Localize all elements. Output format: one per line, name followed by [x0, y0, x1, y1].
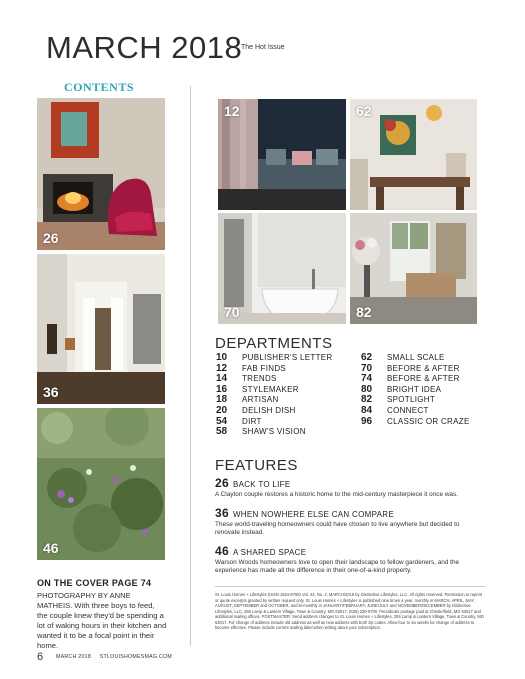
feature-description: These world-traveling homeowners could have chosen to live anywhere but decided to renovate instead. — [215, 521, 460, 536]
contents-heading: CONTENTS — [64, 80, 135, 94]
department-page: 10 — [216, 352, 228, 363]
feature-item[interactable] — [215, 506, 485, 537]
page-footer: MARCH 2018 STLOUISHOMESMAG.COM — [56, 654, 172, 660]
department-label: BEFORE & AFTER — [387, 363, 460, 373]
photo-sunroom[interactable] — [350, 213, 477, 324]
photo-page-number: 36 — [43, 384, 59, 400]
department-item[interactable] — [216, 417, 333, 428]
department-page: 58 — [216, 426, 228, 438]
department-page: 16 — [216, 383, 228, 395]
department-page: 54 — [216, 415, 228, 427]
photo-page-number: 70 — [224, 304, 240, 320]
department-page: 74 — [361, 373, 373, 385]
feature-title: WHEN NOWHERE ELSE CAN COMPARE — [232, 510, 394, 519]
hallway-illustration — [37, 254, 165, 404]
cover-text: PHOTOGRAPHY BY ANNE MATHEIS. With three boys to feed, the couple knew they'd be spending a lot of waking hours in their kitchen and wanted it to be a focal point in their home. — [37, 591, 167, 650]
cover-note — [37, 578, 167, 651]
photo-page-number: 82 — [356, 304, 372, 320]
department-page: 70 — [361, 362, 373, 374]
photo-bathroom-tub[interactable] — [218, 213, 346, 324]
department-item[interactable] — [361, 353, 470, 364]
column-divider — [190, 86, 191, 646]
department-item[interactable] — [216, 353, 333, 364]
departments-heading: DEPARTMENTS — [215, 335, 333, 352]
department-item[interactable] — [216, 385, 333, 396]
department-label: BRIGHT IDEA — [387, 384, 442, 394]
department-item[interactable] — [361, 417, 470, 428]
feature-description: Warson Woods homeowners love to open their landscape to fellow gardeners, and the experience has made all the difference in their one-of-a-kind property. — [215, 559, 460, 574]
department-label: STYLEMAKER — [242, 384, 299, 394]
publication-legal-notice: St. Louis Homes + Lifestyles (ISSN 1524-8755) Vol. 23, No. 2, MARCH/2018 by Distinctive Lifestyles, LLC. All rights reserved. Permission to reprint or quote excerpts granted by written request only. St. Louis Homes + Lifestyles is published nine times a year, monthly in MARCH, APRIL, MAY, AUGUST, SEPTEMBER and OCTOBER, and bi-monthly in JANUARY/FEBRUARY, JUNE/JULY and NOVEMBER/DECEMBER by Distinctive Lifestyles, LLC, 255 Lamp & Lantern Village, Town & Country, MO 63017, (636) 230-9700. Periodicals postage paid at Chesterfield, MO 63017 and additional mailing offices. POSTMASTER: Send address changes to St. Louis Homes + Lifestyles, 255 Lamp & Lantern Village, Town & Country, MO 63017. For change of address include old address as well as new address with both zip codes. Allow four to six weeks for change of address to become effective. Please include current mailing label when writing about your subscription. — [215, 586, 485, 631]
photo-dining-room[interactable] — [350, 99, 477, 210]
department-item[interactable] — [216, 374, 333, 385]
feature-heading — [215, 506, 485, 520]
department-label: DELISH DISH — [242, 405, 296, 415]
departments-list-right — [361, 353, 470, 427]
department-page: 20 — [216, 404, 228, 416]
photo-page-number: 46 — [43, 540, 59, 556]
living-room-illustration — [37, 98, 165, 250]
department-page: 12 — [216, 362, 228, 374]
feature-item[interactable] — [215, 476, 485, 499]
cover-title: ON THE COVER PAGE 74 — [37, 578, 152, 588]
feature-page: 26 — [215, 476, 229, 490]
feature-page: 36 — [215, 506, 229, 520]
issue-subtitle: The Hot Issue — [241, 44, 285, 51]
page-number: 6 — [37, 651, 44, 663]
department-item[interactable] — [361, 385, 470, 396]
feature-title: A SHARED SPACE — [232, 548, 307, 557]
department-item[interactable] — [361, 374, 470, 385]
department-label: SMALL SCALE — [387, 353, 445, 362]
department-page: 18 — [216, 394, 228, 406]
department-label: BEFORE & AFTER — [387, 374, 460, 384]
feature-item[interactable] — [215, 544, 485, 575]
department-page: 84 — [361, 404, 373, 416]
photo-living-room-red-chair[interactable] — [37, 98, 165, 250]
department-label: CONNECT — [387, 405, 429, 415]
department-label: TRENDS — [242, 374, 277, 384]
department-item[interactable] — [361, 395, 470, 406]
department-item[interactable] — [216, 364, 333, 375]
features-heading: FEATURES — [215, 457, 298, 474]
department-item[interactable] — [216, 395, 333, 406]
department-item[interactable] — [361, 406, 470, 417]
department-label: CLASSIC OR CRAZE — [387, 416, 470, 426]
department-item[interactable] — [361, 364, 470, 375]
department-page: 96 — [361, 415, 373, 427]
department-page: 14 — [216, 373, 228, 385]
photo-velvet-sofa[interactable] — [218, 99, 346, 210]
department-item[interactable] — [216, 427, 333, 438]
photo-page-number: 12 — [224, 103, 240, 119]
department-label: DIRT — [242, 416, 262, 426]
feature-description: A Clayton couple restores a historic home to the mid-century masterpiece it once was. — [215, 491, 458, 498]
department-page: 82 — [361, 394, 373, 406]
photo-page-number: 26 — [43, 230, 59, 246]
feature-title: BACK TO LIFE — [232, 480, 291, 489]
garden-illustration — [37, 408, 165, 560]
department-page: 80 — [361, 383, 373, 395]
department-label: SHAW'S VISION — [242, 427, 306, 437]
department-item[interactable] — [216, 406, 333, 417]
departments-list-left — [216, 353, 333, 438]
department-label: ARTISAN — [242, 395, 279, 405]
feature-page: 46 — [215, 544, 229, 558]
department-page: 62 — [361, 352, 373, 363]
department-label: SPOTLIGHT — [387, 395, 436, 405]
page-title: MARCH 2018 — [46, 30, 243, 65]
department-label: FAB FINDS — [242, 363, 287, 373]
feature-heading — [215, 544, 485, 558]
photo-hallway[interactable] — [37, 254, 165, 404]
photo-garden[interactable] — [37, 408, 165, 560]
department-label: PUBLISHER'S LETTER — [242, 353, 333, 362]
photo-page-number: 62 — [356, 103, 372, 119]
feature-heading — [215, 476, 485, 490]
